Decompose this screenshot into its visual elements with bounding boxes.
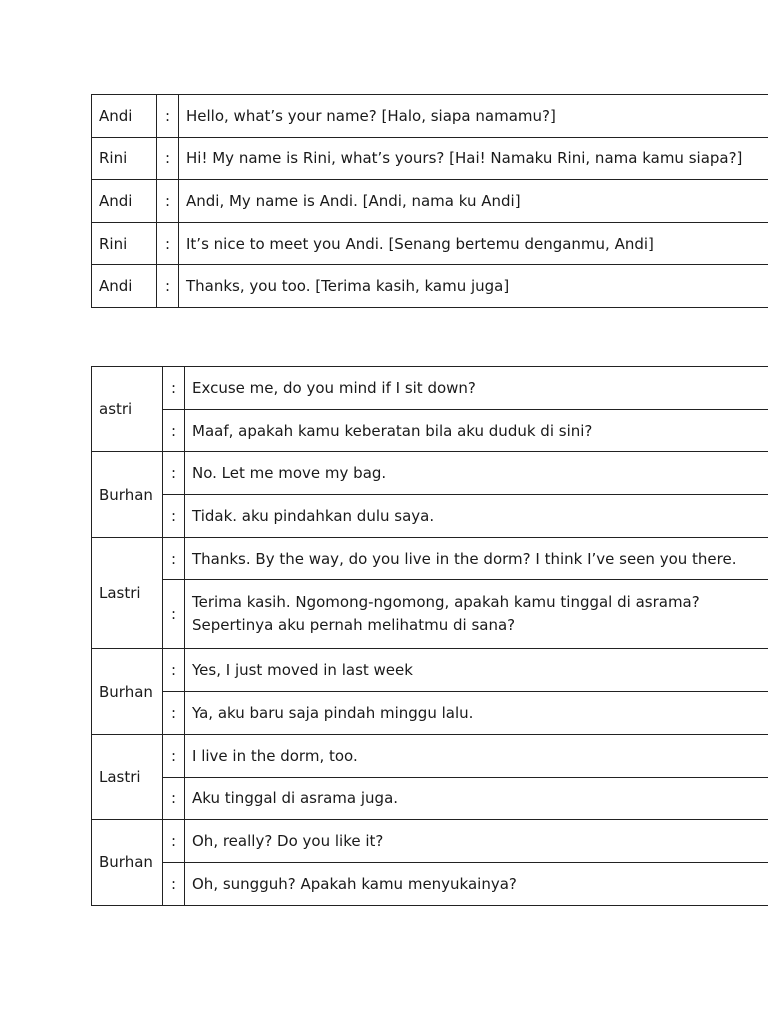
english-line-cell: Excuse me, do you mind if I sit down? <box>185 367 768 410</box>
table-row <box>92 862 768 905</box>
speaker-cell: Burhan <box>92 820 163 905</box>
table-row <box>92 137 768 180</box>
speaker-cell: Rini <box>92 137 157 180</box>
table-row <box>92 409 768 452</box>
colon-cell: : <box>157 137 179 180</box>
colon-cell: : <box>163 367 185 410</box>
english-line-cell: Oh, really? Do you like it? <box>185 820 768 863</box>
speaker-cell: Andi <box>92 265 157 308</box>
table-row <box>92 495 768 538</box>
indonesian-line-cell: Terima kasih. Ngomong-ngomong, apakah kamu tinggal di asrama? Sepertinya aku pernah melihatmu di sana? <box>185 580 768 649</box>
indonesian-line-cell: Oh, sungguh? Apakah kamu menyukainya? <box>185 862 768 905</box>
colon-cell: : <box>163 649 185 692</box>
speaker-cell: astri <box>92 367 163 452</box>
table-row <box>92 537 768 580</box>
dialogue-cell: It’s nice to meet you Andi. [Senang bertemu denganmu, Andi] <box>179 222 768 265</box>
dialogue-cell: Andi, My name is Andi. [Andi, nama ku Andi] <box>179 180 768 223</box>
colon-cell: : <box>157 222 179 265</box>
table-row <box>92 820 768 863</box>
table-row <box>92 95 768 138</box>
dialogue-cell: Thanks, you too. [Terima kasih, kamu juga] <box>179 265 768 308</box>
colon-cell: : <box>163 820 185 863</box>
colon-cell: : <box>163 495 185 538</box>
english-line-cell: No. Let me move my bag. <box>185 452 768 495</box>
speaker-cell: Andi <box>92 180 157 223</box>
table-row <box>92 265 768 308</box>
colon-cell: : <box>157 95 179 138</box>
colon-cell: : <box>157 265 179 308</box>
colon-cell: : <box>163 777 185 820</box>
dialogue-cell: Hello, what’s your name? [Halo, siapa namamu?] <box>179 95 768 138</box>
english-line-cell: I live in the dorm, too. <box>185 734 768 777</box>
indonesian-line-cell: Ya, aku baru saja pindah minggu lalu. <box>185 692 768 735</box>
table-row <box>92 649 768 692</box>
speaker-cell: Burhan <box>92 649 163 734</box>
speaker-cell: Burhan <box>92 452 163 537</box>
speaker-cell: Andi <box>92 95 157 138</box>
speaker-cell: Rini <box>92 222 157 265</box>
colon-cell: : <box>163 692 185 735</box>
dialogue-table-dorm <box>91 366 768 906</box>
table-row <box>92 180 768 223</box>
indonesian-line-cell: Tidak. aku pindahkan dulu saya. <box>185 495 768 538</box>
table-row <box>92 367 768 410</box>
table-row <box>92 580 768 649</box>
table-row <box>92 777 768 820</box>
speaker-cell: Lastri <box>92 537 163 649</box>
colon-cell: : <box>163 580 185 649</box>
table-row <box>92 692 768 735</box>
english-line-cell: Yes, I just moved in last week <box>185 649 768 692</box>
table-row <box>92 452 768 495</box>
colon-cell: : <box>157 180 179 223</box>
english-line-cell: Thanks. By the way, do you live in the dorm? I think I’ve seen you there. <box>185 537 768 580</box>
dialogue-table-introduction <box>91 94 768 308</box>
indonesian-line-cell: Maaf, apakah kamu keberatan bila aku duduk di sini? <box>185 409 768 452</box>
table-row <box>92 222 768 265</box>
colon-cell: : <box>163 734 185 777</box>
colon-cell: : <box>163 452 185 495</box>
colon-cell: : <box>163 862 185 905</box>
colon-cell: : <box>163 537 185 580</box>
table-row <box>92 734 768 777</box>
dialogue-cell: Hi! My name is Rini, what’s yours? [Hai! Namaku Rini, nama kamu siapa?] <box>179 137 768 180</box>
colon-cell: : <box>163 409 185 452</box>
indonesian-line-cell: Aku tinggal di asrama juga. <box>185 777 768 820</box>
speaker-cell: Lastri <box>92 734 163 819</box>
